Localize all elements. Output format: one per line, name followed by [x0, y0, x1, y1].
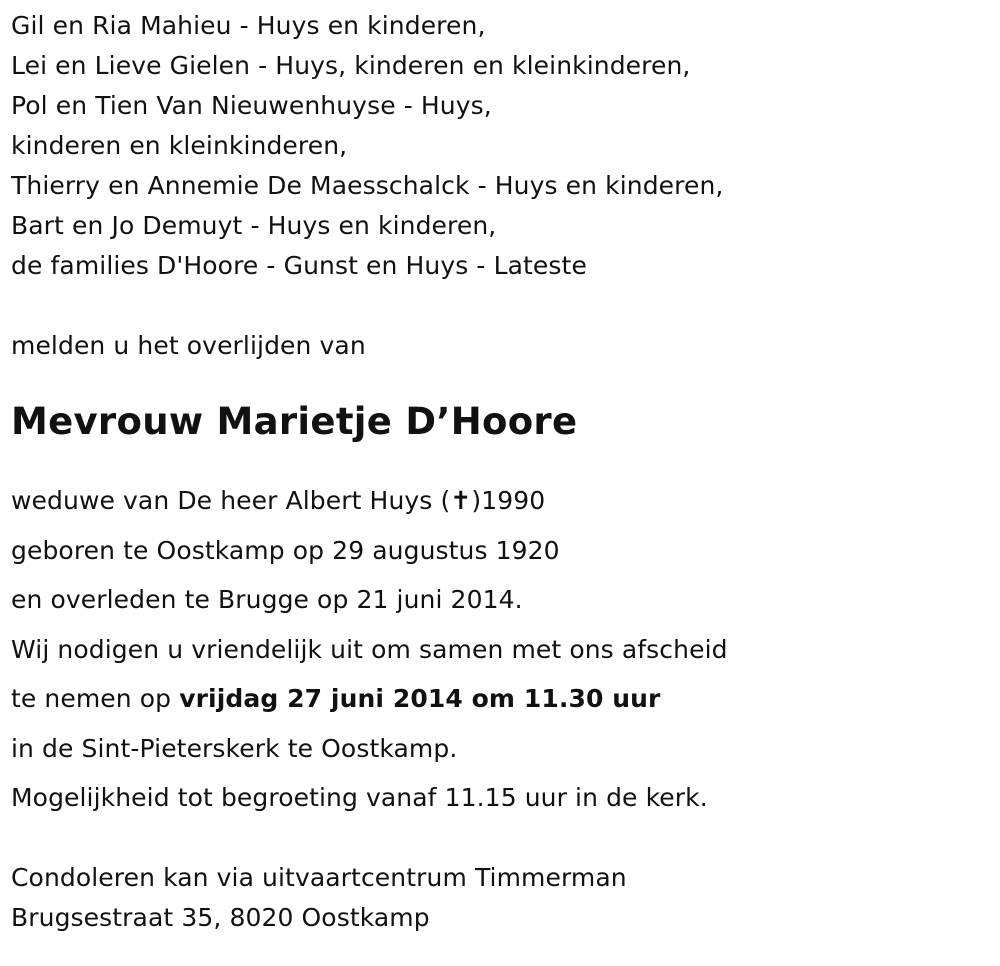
location-line: in de Sint-Pieterskerk te Oostkamp. [11, 733, 458, 763]
greeting-line: Mogelijkheid tot begroeting vanaf 11.15 uur in de kerk. [11, 783, 708, 812]
condolence-block [11, 858, 991, 938]
family-line: Gil en Ria Mahieu - Huys en kinderen, [11, 11, 486, 40]
family-line: kinderen en kleinkinderen, [11, 131, 348, 160]
announcement-text: melden u het overlijden van [11, 331, 366, 360]
family-line: Thierry en Annemie De Maesschalck - Huys en kinderen, [11, 171, 724, 200]
family-line: Pol en Tien Van Nieuwenhuyse - Huys, [11, 91, 492, 120]
obituary-document [11, 0, 991, 938]
condolence-address: Brugsestraat 35, 8020 Oostkamp [11, 902, 430, 932]
invitation-line: Wij nodigen u vriendelijk uit om samen met ons afscheid [11, 634, 728, 664]
family-line: Lei en Lieve Gielen - Huys, kinderen en kleinkinderen, [11, 51, 691, 80]
family-line: de families D'Hoore - Gunst en Huys - Lateste [11, 251, 587, 280]
death-line: en overleden te Brugge op 21 juni 2014. [11, 585, 523, 614]
funeral-prefix: te nemen op [11, 684, 180, 713]
widow-of-line: weduwe van De heer Albert Huys (✝)1990 [11, 486, 546, 515]
family-list [11, 6, 991, 286]
family-line: Bart en Jo Demuyt - Huys en kinderen, [11, 211, 497, 240]
funeral-date: vrijdag 27 juni 2014 om 11.30 uur [179, 684, 661, 713]
birth-line: geboren te Oostkamp op 29 augustus 1920 [11, 535, 560, 565]
obituary-details [11, 476, 991, 823]
funeral-line [11, 674, 991, 724]
deceased-name: Mevrouw Marietje D’Hoore [11, 400, 578, 443]
condolence-line: Condoleren kan via uitvaartcentrum Timmerman [11, 862, 627, 892]
